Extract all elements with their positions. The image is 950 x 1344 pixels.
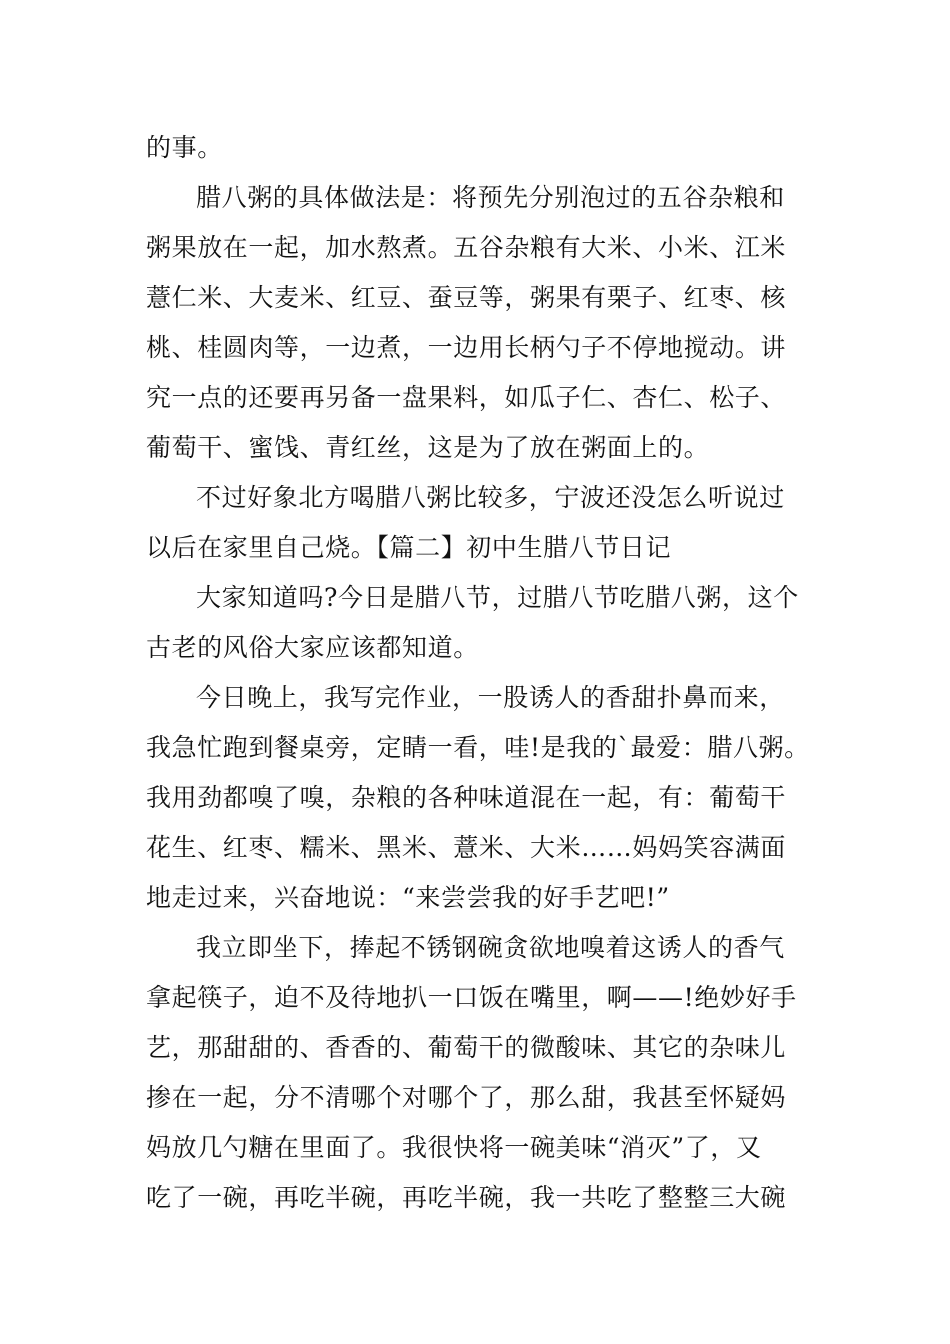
text-line: 桃、桂圆肉等，一边煮，一边用长柄勺子不停地搅动。讲 — [146, 333, 787, 362]
text-line: 吃了一碗，再吃半碗，再吃半碗，我一共吃了整整三大碗 — [146, 1183, 787, 1212]
text-line: 妈放几勺糖在里面了。我很快将一碗美味“消灭”了，又 — [146, 1133, 762, 1162]
text-line: 粥果放在一起，加水熬煮。五谷杂粮有大米、小米、江米 — [146, 233, 787, 262]
text-line: 薏仁米、大麦米、红豆、蚕豆等，粥果有栗子、红枣、核 — [146, 283, 787, 312]
text-line: 花生、红枣、糯米、黑米、薏米、大米……妈妈笑容满面 — [146, 833, 787, 862]
text-line: 我用劲都嗅了嗅，杂粮的各种味道混在一起，有：葡萄干 — [146, 783, 787, 812]
text-line: 今日晚上，我写完作业，一股诱人的香甜扑鼻而来， — [196, 683, 785, 712]
text-line: 拿起筷子，迫不及待地扒一口饭在嘴里，啊——!绝妙好手 — [146, 983, 797, 1012]
text-line: 葡萄干、蜜饯、青红丝，这是为了放在粥面上的。 — [146, 433, 710, 462]
text-line: 我立即坐下，捧起不锈钢碗贪欲地嗅着这诱人的香气 — [196, 933, 785, 962]
text-line: 我急忙跑到餐桌旁，定睛一看，哇!是我的`最爱：腊八粥。 — [146, 733, 810, 762]
text-line: 掺在一起，分不清哪个对哪个了，那么甜，我甚至怀疑妈 — [146, 1083, 787, 1112]
text-line: 的事。 — [146, 133, 223, 162]
text-line: 大家知道吗?今日是腊八节，过腊八节吃腊八粥，这个 — [196, 583, 799, 612]
text-line: 艺，那甜甜的、香香的、葡萄干的微酸味、其它的杂味儿 — [146, 1033, 787, 1062]
text-line: 腊八粥的具体做法是：将预先分别泡过的五谷杂粮和 — [196, 183, 785, 212]
text-line: 不过好象北方喝腊八粥比较多，宁波还没怎么听说过 — [196, 483, 785, 512]
text-line: 地走过来，兴奋地说：“来尝尝我的好手艺吧!” — [146, 883, 670, 912]
text-line: 以后在家里自己烧。【篇二】初中生腊八节日记 — [146, 533, 672, 562]
text-line: 古老的风俗大家应该都知道。 — [146, 633, 479, 662]
text-line: 究一点的还要再另备一盘果料，如瓜子仁、杏仁、松子、 — [146, 383, 787, 412]
